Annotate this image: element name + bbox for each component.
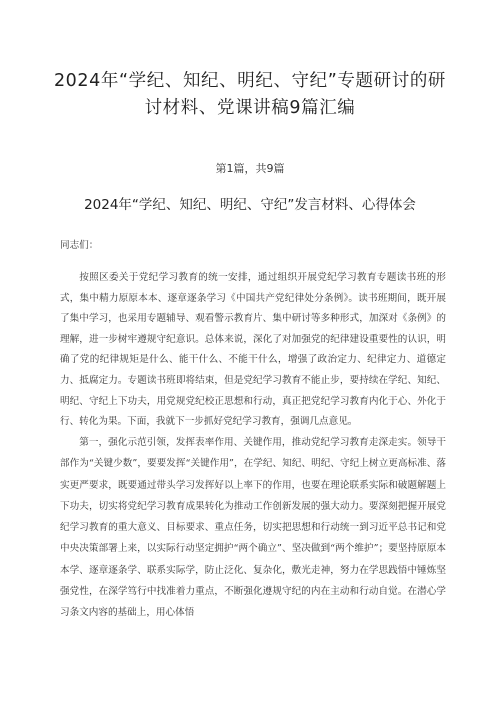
greeting: 同志们： bbox=[60, 240, 99, 251]
document-title: 2024年“学纪、知纪、明纪、守纪”专题研讨的研讨材料、党课讲稿9篇汇编 bbox=[53, 71, 447, 118]
section-title: 2024年“学纪、知纪、明纪、守纪”发言材料、心得体会 bbox=[84, 197, 416, 213]
part-label: 第1篇，共9篇 bbox=[215, 162, 285, 175]
paragraph: 按照区委关于党纪学习教育的统一安排，通过组织开展党纪学习教育专题读书班的形式，集中精力原原本本、逐章逐条学习《中国共产党纪律处分条例》。读书班期间，既开展了集中学习，也采用专题辅导、观看警示教育片、集中研讨等多种形式，加深对《条例》的理解，进一步树牢遵规守纪意识。总体来说，深化了对加强党的纪律建设重要性的认识，明确了党的纪律规矩是什么、能干什么、不能干什么，增强了政治定力、纪律定力、道德定力、抵腐定力。专题读书班即将结束，但是党纪学习教育不能止步，要持续在学纪、知纪、明纪、守纪上下功夫，用党规党纪校正思想和行动，真正把党纪学习教育内化于心、外化于行、转化为果。下面，我就下一步抓好党纪学习教育，强调几点意见。 bbox=[60, 272, 446, 428]
paragraph: 第一，强化示范引领，发挥表率作用、关键作用，推动党纪学习教育走深走实。领导干部作为“关键少数”，要要发挥“关键作用”，在学纪、知纪、明纪、守纪上树立更高标准、落实更严要求，既要通过带头学习发挥好以上率下的作用，也要在理论联系实际和破题解题上下功夫，切实将党纪学习教育成果转化为推动工作创新发展的强大动力。要深刻把握开展党纪学习教育的重大意义、目标要求、重点任务，切实把思想和行动统一到习近平总书记和党中央决策部署上来，以实际行动坚定拥护“两个确立”、坚决做到“两个维护”；要坚持原原本本学、逐章逐条学、联系实际学，防止泛化、复杂化，敷光走神，努力在学思践悟中锤炼坚强党性，在深学笃行中找准着力重点，不断强化遵规守纪的内在主动和行动自觉。在潜心学习条文内容的基础上，用心体悟 bbox=[60, 437, 446, 619]
